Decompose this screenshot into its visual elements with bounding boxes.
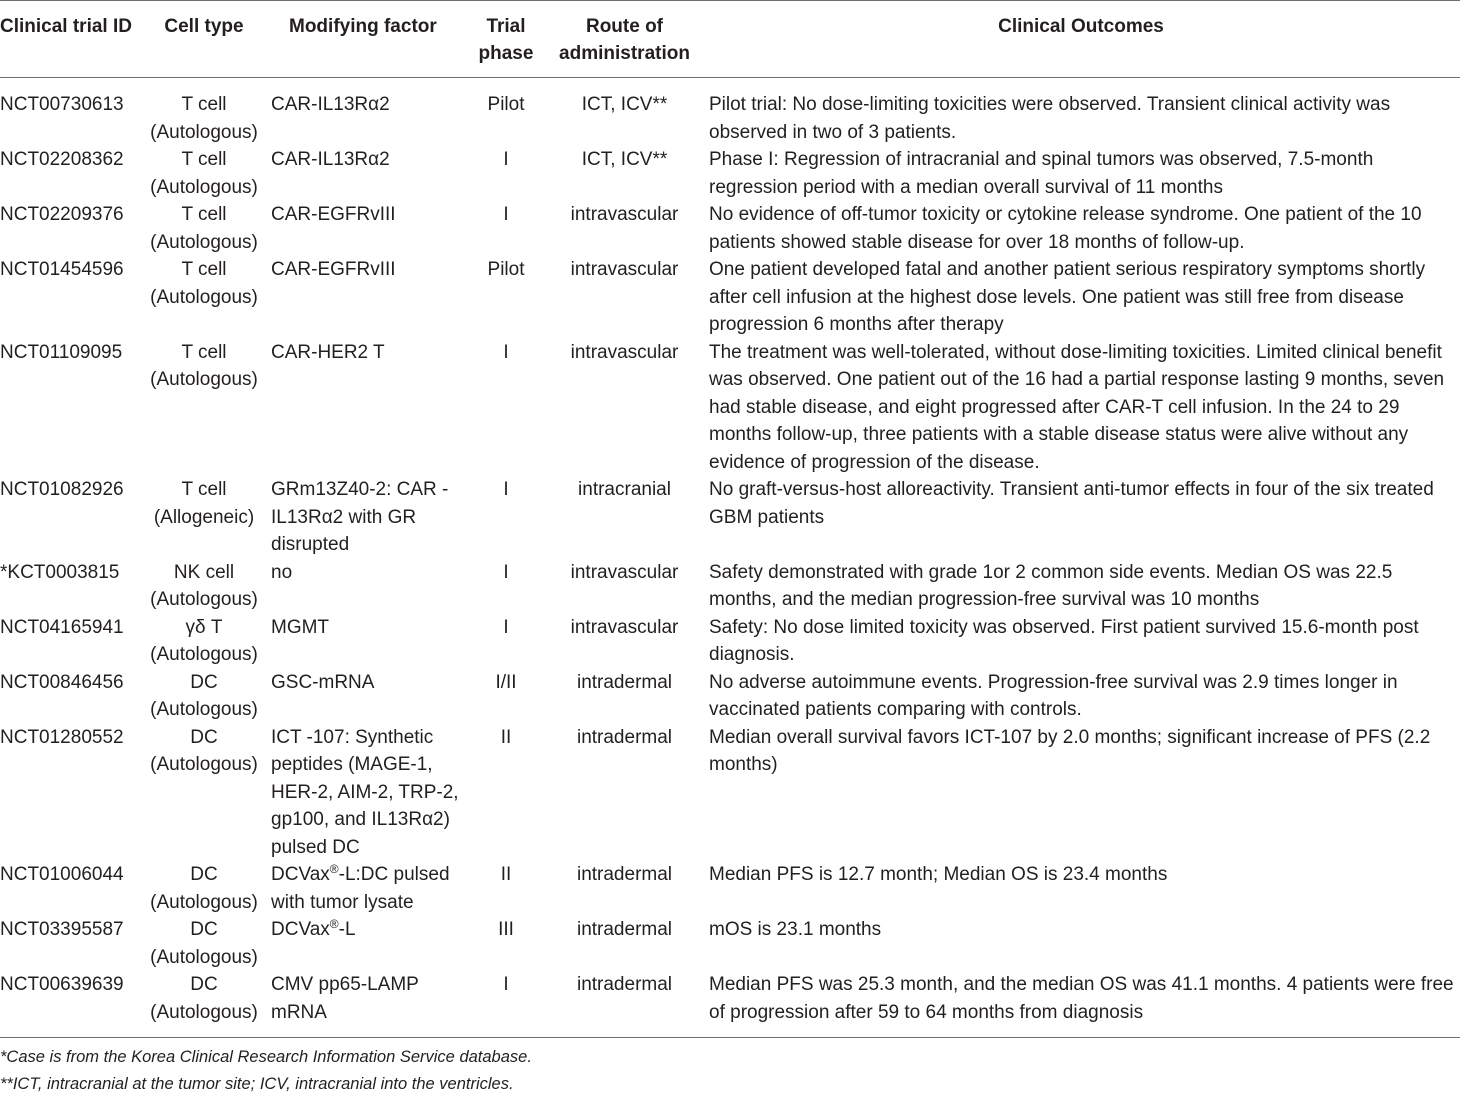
cell-type: DC <box>190 864 218 885</box>
trial-phase-cell: I <box>503 149 509 170</box>
trial-id-cell: NCT01109095 <box>0 341 123 363</box>
outcome-cell: No graft-versus-host alloreactivity. Transient anti-tumor effects in four of the six treated GBM patients <box>709 479 1434 528</box>
outcome-cell: Median PFS is 12.7 month; Median OS is 23.4 months <box>709 864 1168 885</box>
cell-type-cell <box>141 146 267 201</box>
outcome-cell: Phase I: Regression of intracranial and spinal tumors was observed, 7.5-month regression period with a median overall survival of 11 months <box>709 149 1374 198</box>
route-cell: intradermal <box>576 726 673 748</box>
trial-id-cell: NCT01082926 <box>0 479 124 500</box>
cell-type: NK cell <box>173 561 235 583</box>
cell-origin: (Allogeneic) <box>153 506 255 528</box>
trial-id-cell: NCT01280552 <box>0 726 124 748</box>
cell-type: T cell <box>181 149 227 170</box>
header-modifying-factor: Modifying factor <box>267 1 465 78</box>
cell-origin: (Autologous) <box>150 699 258 720</box>
table-row <box>0 476 1460 559</box>
cell-origin: (Autologous) <box>150 286 258 308</box>
route-cell: intravascular <box>570 616 679 638</box>
header-cell-type: Cell type <box>141 1 267 78</box>
registered-mark: ® <box>329 917 339 931</box>
table-body <box>0 78 1460 1038</box>
header-trial-id: Clinical trial ID <box>0 1 141 78</box>
trial-phase-cell: II <box>500 864 512 885</box>
cell-origin: (Autologous) <box>150 121 258 143</box>
modifying-factor-cell: no <box>271 561 293 583</box>
route-cell: intradermal <box>576 671 673 693</box>
trial-id-cell: NCT02209376 <box>0 204 124 225</box>
cell-type-cell <box>141 476 267 559</box>
modifying-factor-cell: CAR-IL13Rα2 <box>271 149 390 170</box>
modifying-factor-cell: CAR-HER2 T <box>271 341 385 363</box>
cell-origin: (Autologous) <box>150 644 258 665</box>
cell-type-cell <box>141 916 267 971</box>
outcome-cell: Median overall survival favors ICT-107 by 2.0 months; significant increase of PFS (2.2 months) <box>709 726 1431 775</box>
table-row <box>0 201 1460 256</box>
trial-phase-cell: I <box>503 341 509 363</box>
route-cell: intradermal <box>547 971 702 1038</box>
modifying-factor-cell: MGMT <box>271 616 330 638</box>
cell-type-cell <box>141 724 267 862</box>
modifying-factor-cell <box>267 916 465 971</box>
table-row <box>0 669 1460 724</box>
table-row <box>0 916 1460 971</box>
modifying-factor-suffix: -L:DC pulsed with tumor lysate <box>271 864 450 913</box>
cell-type: γδ T <box>185 616 223 638</box>
header-row <box>0 1 1460 78</box>
route-cell: ICT, ICV** <box>581 149 668 170</box>
cell-origin: (Autologous) <box>150 176 258 198</box>
cell-type: DC <box>190 919 218 940</box>
cell-origin: (Autologous) <box>150 1001 258 1023</box>
cell-type: T cell <box>181 259 227 280</box>
table-row <box>0 724 1460 862</box>
route-cell: intravascular <box>570 204 679 225</box>
route-cell: intravascular <box>570 561 679 583</box>
cell-type: T cell <box>181 94 227 115</box>
cell-type-cell <box>141 861 267 916</box>
outcome-cell: Safety: No dose limited toxicity was observed. First patient survived 15.6-month post diagnosis. <box>709 616 1419 665</box>
modifying-factor-cell: CAR-EGFRvIII <box>271 204 396 225</box>
route-cell: intravascular <box>570 259 679 280</box>
outcome-cell: No evidence of off-tumor toxicity or cytokine release syndrome. One patient of the 10 patients showed stable disease for over 18 months of follow-up. <box>709 204 1422 253</box>
registered-mark: ® <box>329 862 339 876</box>
trial-phase-cell: I <box>503 616 509 638</box>
cell-type-cell <box>141 201 267 256</box>
modifying-factor-cell: CAR-IL13Rα2 <box>271 94 390 115</box>
trial-phase-cell: I <box>465 971 547 1038</box>
table-row <box>0 614 1460 669</box>
trial-id-cell: NCT00730613 <box>0 94 124 115</box>
table-row <box>0 861 1460 916</box>
trial-phase-cell: III <box>498 919 514 940</box>
cell-origin: (Autologous) <box>150 369 258 390</box>
modifying-factor-prefix: DCVax <box>271 864 330 885</box>
trial-id-cell: NCT02208362 <box>0 149 124 170</box>
outcome-cell: mOS is 23.1 months <box>709 919 882 940</box>
cell-origin: (Autologous) <box>150 754 258 775</box>
outcome-cell: The treatment was well-tolerated, without dose-limiting toxicities. Limited clinical benefit was observed. One patient out of the 16 had a partial response lasting 9 months, seven had stable disease, and eight progressed after CAR-T cell infusion. In the 24 to 29 months follow-up, three patients with a stable disease status were alive without any evidence of progression of the disease. <box>709 341 1445 473</box>
table-row <box>0 78 1460 147</box>
header-route: Route of administration <box>547 1 702 78</box>
modifying-factor-cell <box>267 861 465 916</box>
cell-origin: (Autologous) <box>150 231 258 253</box>
cell-type: T cell <box>181 204 227 225</box>
trial-phase-cell: I/II <box>495 671 517 693</box>
route-cell: intradermal <box>576 864 673 885</box>
trial-phase-cell: I <box>503 479 509 500</box>
route-cell: ICT, ICV** <box>581 94 668 115</box>
table-row <box>0 339 1460 477</box>
table-row <box>0 146 1460 201</box>
outcome-cell: Pilot trial: No dose-limiting toxicities were observed. Transient clinical activity was observed in two of 3 patients. <box>709 94 1391 143</box>
trial-id-cell: NCT01006044 <box>0 864 124 885</box>
trial-phase-cell: I <box>503 561 509 583</box>
modifying-factor-suffix: -L <box>338 919 356 940</box>
trial-phase-cell: I <box>503 204 509 225</box>
cell-type: T cell <box>181 479 227 500</box>
trial-id-cell: NCT00846456 <box>0 671 124 693</box>
modifying-factor-prefix: DCVax <box>271 919 330 940</box>
trial-id-cell: NCT04165941 <box>0 616 124 638</box>
footnote-abbreviations: **ICT, intracranial at the tumor site; ICV, intracranial into the ventricles. <box>0 1075 514 1093</box>
cell-type-cell <box>141 256 267 339</box>
table-footnotes <box>0 1038 1460 1098</box>
modifying-factor-cell: GRm13Z40-2: CAR - IL13Rα2 with GR disrupted <box>271 479 449 555</box>
route-cell: intradermal <box>576 919 673 940</box>
trial-phase-cell: II <box>500 726 512 748</box>
outcome-cell: One patient developed fatal and another patient serious respiratory symptoms shortly after cell infusion at the highest dose levels. One patient was still free from disease progression 6 months after therapy <box>709 259 1426 335</box>
header-trial-phase: Trial phase <box>465 1 547 78</box>
footnote-database: *Case is from the Korea Clinical Research Information Service database. <box>0 1048 532 1066</box>
trial-id-cell: NCT03395587 <box>0 919 124 940</box>
trial-id-cell: *KCT0003815 <box>0 561 120 583</box>
modifying-factor-cell: CMV pp65-LAMP mRNA <box>267 971 465 1038</box>
modifying-factor-cell: ICT -107: Synthetic peptides (MAGE-1, HER-2, AIM-2, TRP-2, gp100, and IL13Rα2) pulsed DC <box>271 726 459 858</box>
trial-id-cell: NCT00639639 <box>0 971 141 1038</box>
trial-phase-cell: Pilot <box>487 259 525 280</box>
cell-origin: (Autologous) <box>150 946 258 968</box>
cell-type-cell <box>141 971 267 1038</box>
trial-phase-cell: Pilot <box>487 94 525 115</box>
table-row <box>0 971 1460 1038</box>
outcome-cell: Safety demonstrated with grade 1or 2 common side events. Median OS was 22.5 months, and the median progression-free survival was 10 months <box>709 561 1393 610</box>
route-cell: intracranial <box>578 479 671 500</box>
table-header <box>0 1 1460 78</box>
table-row <box>0 256 1460 339</box>
route-cell: intravascular <box>570 341 679 363</box>
cell-type-cell <box>141 339 267 477</box>
header-outcomes: Clinical Outcomes <box>702 1 1460 78</box>
cell-type-cell <box>141 78 267 147</box>
cell-type: DC <box>190 726 218 748</box>
cell-type-cell <box>141 614 267 669</box>
outcome-cell: Median PFS was 25.3 month, and the median OS was 41.1 months. 4 patients were free of progression after 59 to 64 months from diagnosis <box>702 971 1460 1038</box>
modifying-factor-cell: CAR-EGFRvIII <box>271 259 396 280</box>
cell-origin: (Autologous) <box>150 589 258 610</box>
table-row <box>0 559 1460 614</box>
trial-id-cell: NCT01454596 <box>0 259 124 280</box>
cell-type-cell <box>141 669 267 724</box>
cell-type-cell <box>141 559 267 614</box>
cell-type: T cell <box>181 341 227 363</box>
cell-type: DC <box>190 671 218 693</box>
outcome-cell: No adverse autoimmune events. Progression-free survival was 2.9 times longer in vaccinated patients comparing with controls. <box>709 671 1398 720</box>
cell-origin: (Autologous) <box>150 891 258 913</box>
modifying-factor-cell: GSC-mRNA <box>271 671 375 693</box>
cell-type: DC <box>190 974 218 995</box>
